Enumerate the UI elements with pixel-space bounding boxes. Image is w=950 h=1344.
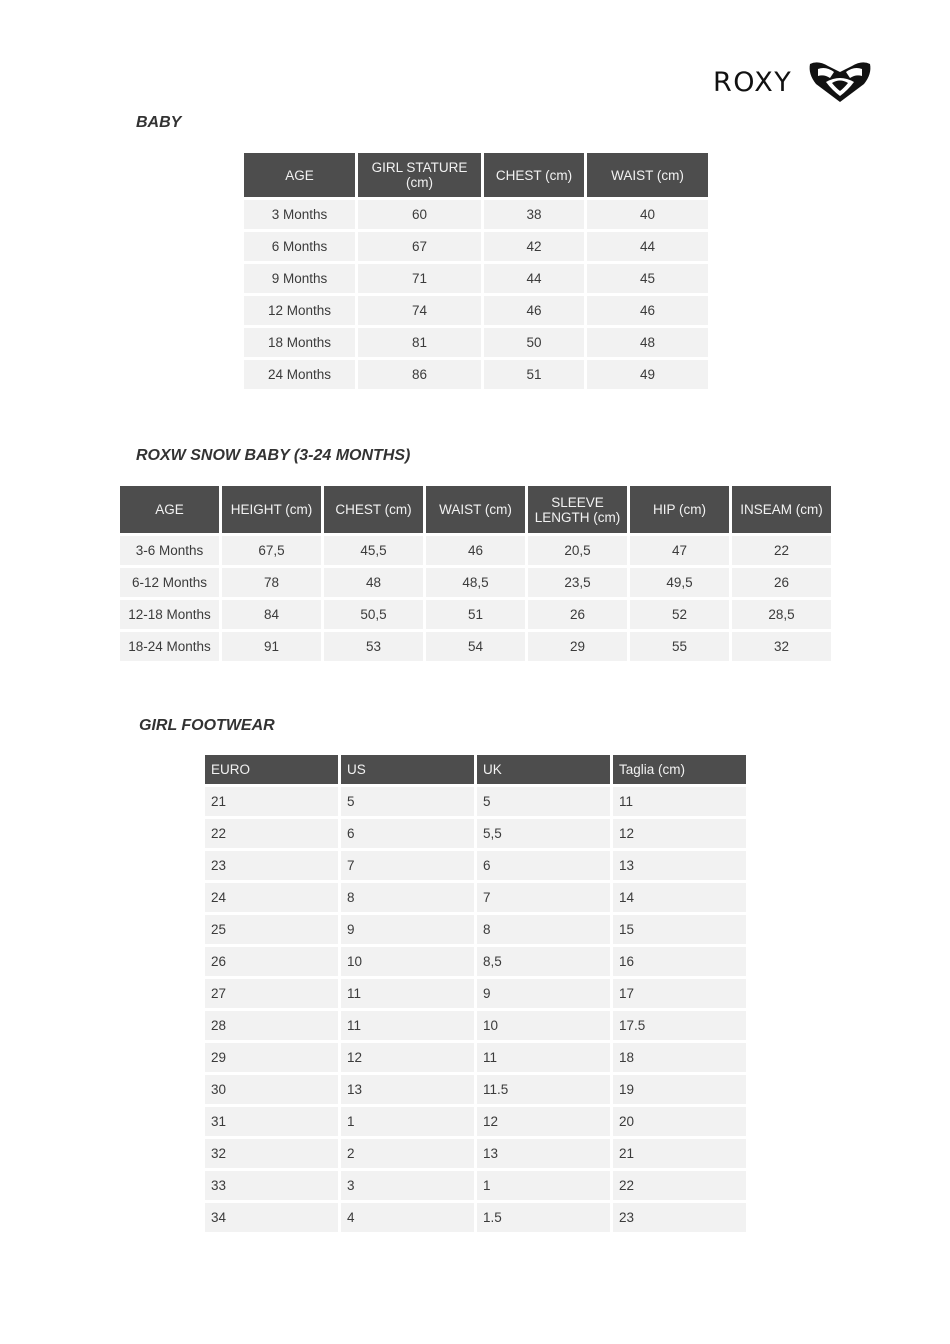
table-cell: 9 Months [244,264,355,293]
column-header: HIP (cm) [630,486,729,533]
table-cell: 15 [613,915,746,944]
table-cell: 6-12 Months [120,568,219,597]
table-cell: 5 [341,787,474,816]
table-row [205,787,746,816]
table-cell: 13 [613,851,746,880]
table-cell: 13 [341,1075,474,1104]
table-cell: 44 [587,232,708,261]
table-row [244,296,708,325]
table-row [205,1171,746,1200]
table-cell: 45 [587,264,708,293]
table-cell: 91 [222,632,321,661]
table-cell: 32 [732,632,831,661]
table-cell: 11.5 [477,1075,610,1104]
table-cell: 53 [324,632,423,661]
table-cell: 24 [205,883,338,912]
table-cell: 6 [341,819,474,848]
table-cell: 28 [205,1011,338,1040]
column-header: EURO [205,755,338,784]
table-cell: 48 [324,568,423,597]
table-cell: 5 [477,787,610,816]
baby-section-title: BABY [136,114,182,131]
table-cell: 2 [341,1139,474,1168]
table-cell: 23 [613,1203,746,1232]
table-cell: 23,5 [528,568,627,597]
table-cell: 29 [528,632,627,661]
table-cell: 11 [341,1011,474,1040]
table-row [205,947,746,976]
table-cell: 5,5 [477,819,610,848]
table-cell: 49 [587,360,708,389]
column-header: SLEEVE LENGTH (cm) [528,486,627,533]
table-cell: 12 [477,1107,610,1136]
table-row [120,568,831,597]
table-cell: 22 [205,819,338,848]
table-cell: 7 [477,883,610,912]
table-cell: 26 [528,600,627,629]
table-cell: 12 [613,819,746,848]
table-cell: 81 [358,328,481,357]
table-row [205,851,746,880]
table-cell: 10 [341,947,474,976]
table-cell: 8,5 [477,947,610,976]
table-row [120,536,831,565]
table-row [205,979,746,1008]
footwear-size-table [202,752,749,1235]
table-cell: 21 [613,1139,746,1168]
table-cell: 18-24 Months [120,632,219,661]
roxy-heart-logo-icon [806,60,874,104]
table-cell: 20,5 [528,536,627,565]
table-cell: 30 [205,1075,338,1104]
brand-logo [713,60,874,104]
table-cell: 67 [358,232,481,261]
table-cell: 48,5 [426,568,525,597]
snow-section-title: ROXW SNOW BABY (3-24 MONTHS) [136,447,411,464]
table-cell: 46 [484,296,584,325]
table-row [205,883,746,912]
table-cell: 33 [205,1171,338,1200]
table-row [244,360,708,389]
column-header: HEIGHT (cm) [222,486,321,533]
column-header: Taglia (cm) [613,755,746,784]
table-cell: 28,5 [732,600,831,629]
table-cell: 11 [477,1043,610,1072]
table-cell: 31 [205,1107,338,1136]
column-header: UK [477,755,610,784]
table-cell: 42 [484,232,584,261]
table-row [205,1203,746,1232]
brand-name: ROXY [713,66,793,98]
table-cell: 67,5 [222,536,321,565]
table-cell: 29 [205,1043,338,1072]
table-row [205,1075,746,1104]
footwear-section-title: GIRL FOOTWEAR [139,717,275,734]
table-cell: 78 [222,568,321,597]
table-cell: 9 [477,979,610,1008]
table-cell: 7 [341,851,474,880]
table-cell: 22 [732,536,831,565]
table-cell: 3 [341,1171,474,1200]
table-cell: 1.5 [477,1203,610,1232]
table-row [205,819,746,848]
table-cell: 8 [477,915,610,944]
table-cell: 6 Months [244,232,355,261]
table-cell: 11 [613,787,746,816]
column-header: INSEAM (cm) [732,486,831,533]
table-cell: 50 [484,328,584,357]
table-cell: 21 [205,787,338,816]
table-cell: 54 [426,632,525,661]
column-header: AGE [244,153,355,197]
table-cell: 51 [426,600,525,629]
table-cell: 3-6 Months [120,536,219,565]
table-cell: 25 [205,915,338,944]
table-row [120,632,831,661]
column-header: CHEST (cm) [324,486,423,533]
table-row [205,915,746,944]
table-cell: 49,5 [630,568,729,597]
table-row [205,1139,746,1168]
table-cell: 45,5 [324,536,423,565]
table-cell: 51 [484,360,584,389]
table-row [244,264,708,293]
table-cell: 55 [630,632,729,661]
table-cell: 52 [630,600,729,629]
table-cell: 4 [341,1203,474,1232]
table-cell: 34 [205,1203,338,1232]
table-row [244,200,708,229]
table-cell: 6 [477,851,610,880]
table-row [244,232,708,261]
table-cell: 10 [477,1011,610,1040]
table-cell: 8 [341,883,474,912]
table-cell: 46 [426,536,525,565]
column-header: GIRL STATURE (cm) [358,153,481,197]
table-cell: 44 [484,264,584,293]
table-row [120,600,831,629]
table-cell: 1 [477,1171,610,1200]
table-cell: 26 [205,947,338,976]
table-cell: 12 Months [244,296,355,325]
table-cell: 12 [341,1043,474,1072]
snow-size-table [117,483,834,664]
table-cell: 14 [613,883,746,912]
table-row [205,1011,746,1040]
table-cell: 18 [613,1043,746,1072]
column-header: WAIST (cm) [426,486,525,533]
table-cell: 17.5 [613,1011,746,1040]
table-cell: 9 [341,915,474,944]
table-cell: 18 Months [244,328,355,357]
table-cell: 38 [484,200,584,229]
table-cell: 60 [358,200,481,229]
table-cell: 3 Months [244,200,355,229]
table-cell: 19 [613,1075,746,1104]
table-cell: 74 [358,296,481,325]
table-cell: 86 [358,360,481,389]
table-cell: 23 [205,851,338,880]
table-cell: 50,5 [324,600,423,629]
table-cell: 27 [205,979,338,1008]
table-cell: 1 [341,1107,474,1136]
table-row [205,1107,746,1136]
table-row [205,1043,746,1072]
table-cell: 12-18 Months [120,600,219,629]
table-cell: 16 [613,947,746,976]
table-row [244,328,708,357]
table-cell: 46 [587,296,708,325]
table-cell: 22 [613,1171,746,1200]
table-cell: 24 Months [244,360,355,389]
table-cell: 40 [587,200,708,229]
table-cell: 71 [358,264,481,293]
column-header: CHEST (cm) [484,153,584,197]
table-cell: 17 [613,979,746,1008]
table-cell: 48 [587,328,708,357]
column-header: WAIST (cm) [587,153,708,197]
column-header: AGE [120,486,219,533]
table-cell: 26 [732,568,831,597]
table-cell: 11 [341,979,474,1008]
table-cell: 13 [477,1139,610,1168]
table-cell: 20 [613,1107,746,1136]
table-cell: 32 [205,1139,338,1168]
column-header: US [341,755,474,784]
table-cell: 84 [222,600,321,629]
baby-size-table [241,150,711,392]
table-cell: 47 [630,536,729,565]
